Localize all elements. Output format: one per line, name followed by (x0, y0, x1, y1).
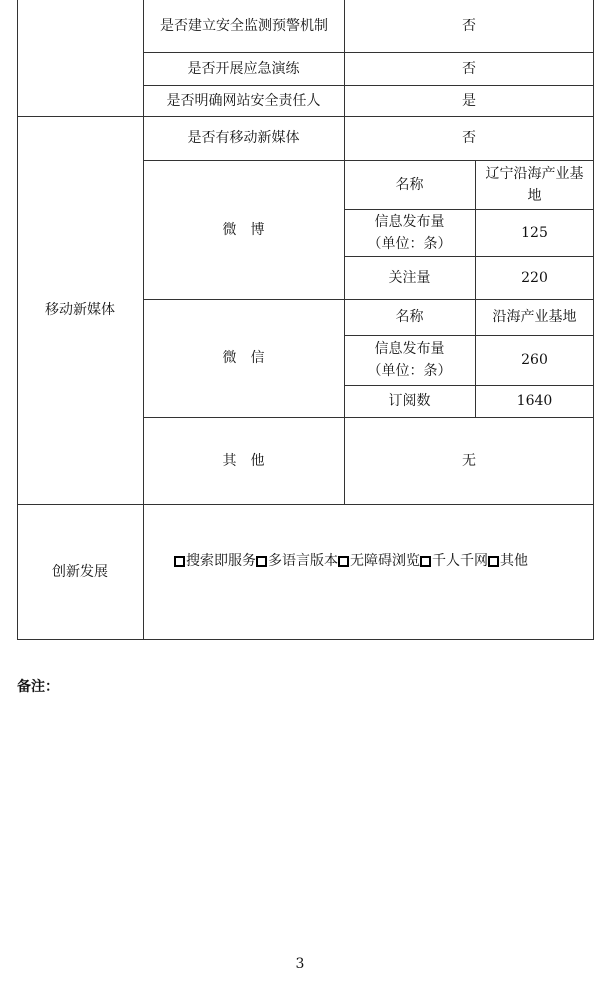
other-label: 其 他 (222, 452, 265, 469)
other-value: 无 (462, 452, 476, 469)
weixin-name-value: 沿海产业基地 (492, 309, 577, 325)
hline (17, 639, 594, 640)
row-label-responsible: 是否明确网站安全责任人 (166, 92, 321, 109)
checkbox-icon[interactable] (338, 556, 349, 567)
weibo-label: 微 博 (222, 221, 265, 238)
media-has-label: 是否有移动新媒体 (187, 130, 300, 146)
weixin-label: 微 信 (222, 350, 265, 366)
weibo-name-value: 辽宁沿海产业基地 (485, 165, 584, 204)
row-label-drill: 是否开展应急演练 (187, 60, 300, 77)
option-personalized[interactable]: 千人千网 (420, 551, 488, 571)
row-label-monitoring: 是否建立安全监测预警机制 (160, 18, 328, 34)
checkbox-icon[interactable] (488, 556, 499, 567)
weibo-followers-label: 关注量 (388, 269, 431, 286)
checkbox-icon[interactable] (256, 556, 267, 567)
remark-label: 备注： (17, 679, 59, 695)
row-value-responsible: 是 (462, 92, 476, 109)
row-value-monitoring: 否 (462, 18, 476, 34)
media-has-value: 否 (462, 130, 476, 146)
weixin-subscribers-label: 订阅数 (388, 393, 431, 409)
section-label-media: 移动新媒体 (45, 302, 115, 318)
weixin-posts-label: 信息发布量（单位：条） (367, 341, 452, 379)
option-multilingual[interactable]: 多语言版本 (256, 551, 338, 571)
weixin-posts-value: 260 (521, 352, 548, 368)
checkbox-icon[interactable] (174, 556, 185, 567)
weibo-posts-label: 信息发布量（单位：条） (367, 213, 452, 252)
weibo-followers-value: 220 (521, 269, 548, 286)
checkbox-icon[interactable] (420, 556, 431, 567)
innovation-label: 创新发展 (52, 563, 108, 580)
weibo-name-label: 名称 (395, 176, 424, 193)
option-accessibility[interactable]: 无障碍浏览 (338, 551, 420, 571)
option-search-as-service[interactable]: 搜索即服务 (174, 551, 256, 571)
innovation-options (174, 551, 594, 571)
row-value-drill: 否 (462, 60, 476, 77)
option-other[interactable]: 其他 (488, 551, 528, 571)
weibo-posts-value: 125 (521, 224, 548, 241)
weixin-name-label: 名称 (395, 309, 424, 325)
weixin-subscribers-value: 1640 (516, 393, 553, 409)
page-number: 3 (295, 956, 305, 972)
